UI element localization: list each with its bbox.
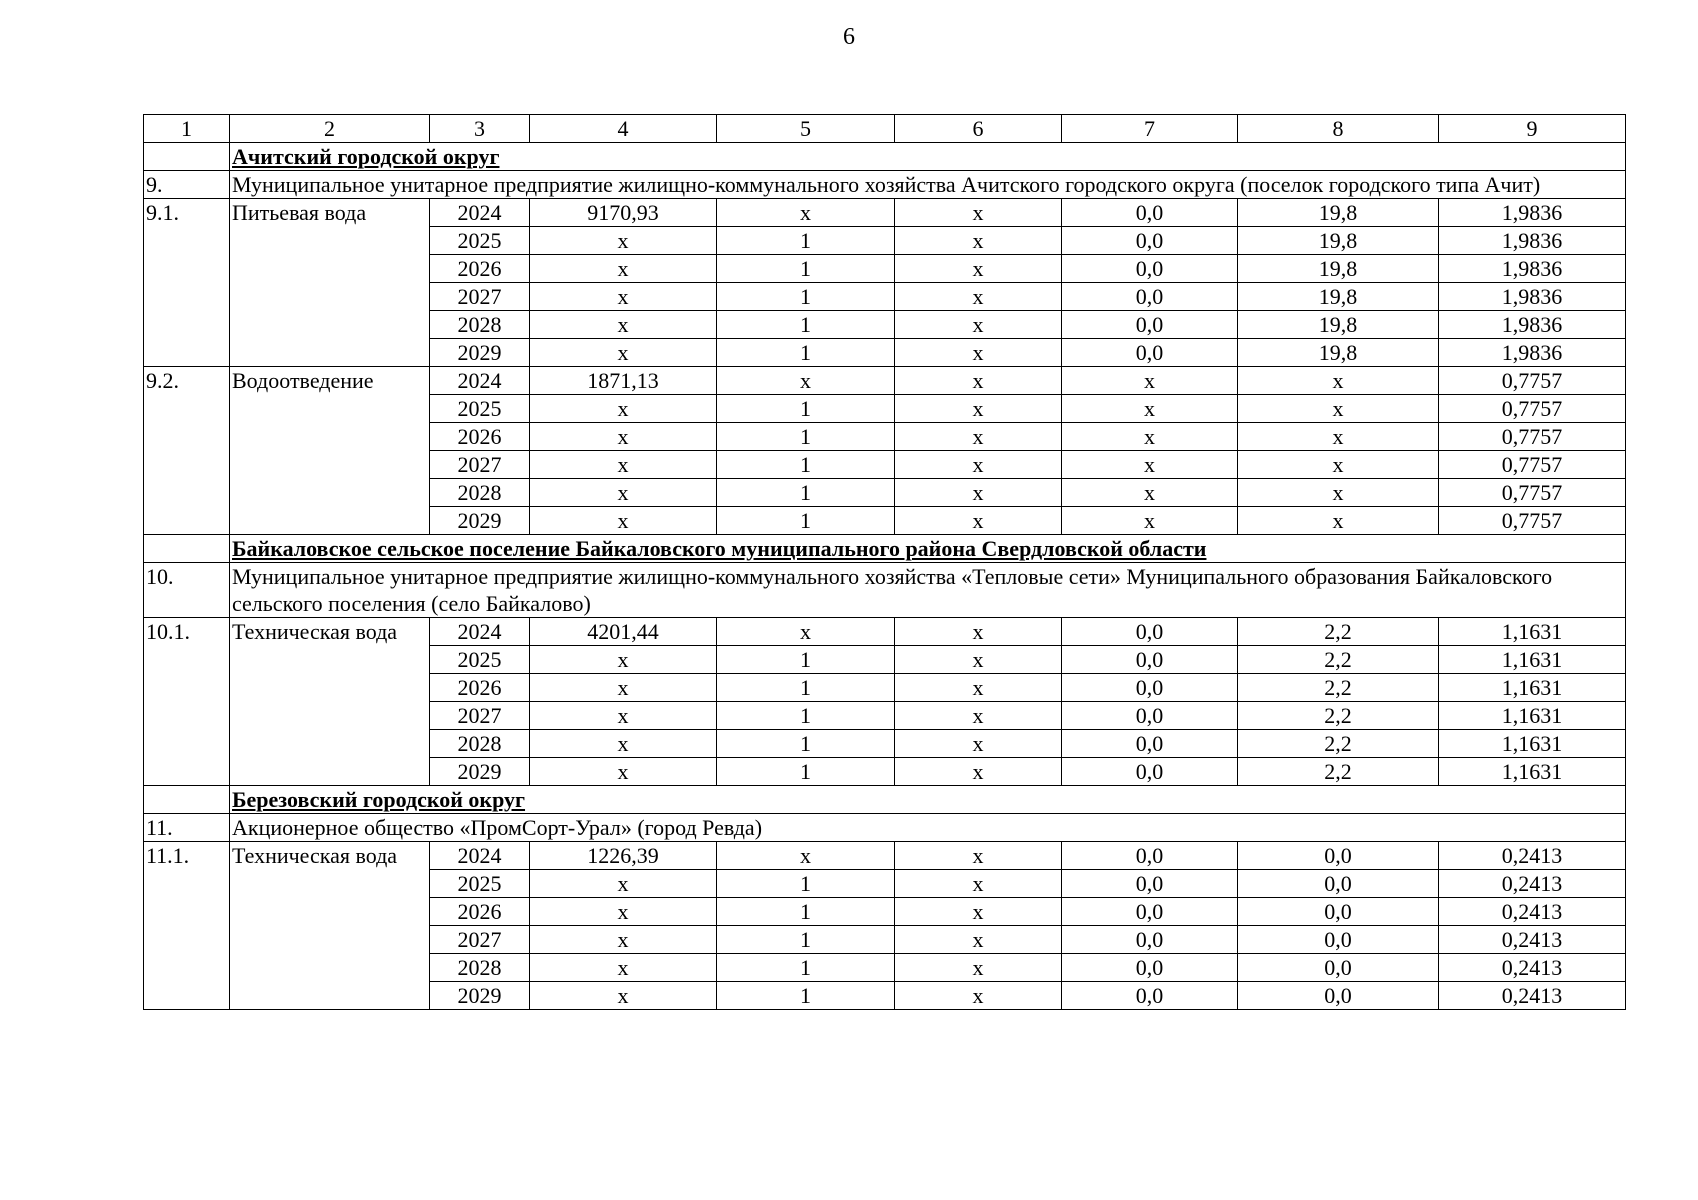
value-cell: 0,7757: [1439, 507, 1626, 535]
value-cell: 0,0: [1062, 311, 1238, 339]
year-cell: 2029: [430, 339, 530, 367]
value-cell: 0,0: [1062, 227, 1238, 255]
value-cell: х: [530, 283, 717, 311]
value-cell: 19,8: [1238, 255, 1439, 283]
value-cell: 2,2: [1238, 646, 1439, 674]
value-cell: х: [1062, 507, 1238, 535]
value-cell: 0,0: [1062, 702, 1238, 730]
value-cell: х: [717, 842, 895, 870]
year-cell: 2028: [430, 730, 530, 758]
value-cell: 2,2: [1238, 702, 1439, 730]
value-cell: х: [895, 982, 1062, 1010]
year-cell: 2027: [430, 451, 530, 479]
value-cell: 1: [717, 507, 895, 535]
value-cell: х: [1238, 367, 1439, 395]
value-cell: х: [1062, 395, 1238, 423]
value-cell: х: [717, 199, 895, 227]
header-cell: 7: [1062, 115, 1238, 143]
header-cell: 9: [1439, 115, 1626, 143]
value-cell: х: [530, 507, 717, 535]
value-cell: х: [895, 311, 1062, 339]
value-cell: 1: [717, 982, 895, 1010]
header-cell: 5: [717, 115, 895, 143]
item-number: 9.1.: [144, 199, 230, 367]
header-cell: 2: [230, 115, 430, 143]
value-cell: 1: [717, 451, 895, 479]
value-cell: 1,9836: [1439, 311, 1626, 339]
value-cell: х: [530, 758, 717, 786]
year-cell: 2025: [430, 395, 530, 423]
value-cell: х: [895, 674, 1062, 702]
organization-name: Муниципальное унитарное предприятие жилищно-коммунального хозяйства «Тепловые сети» Муниципального образования Байкаловского сельского поселения (село Байкалово): [230, 563, 1626, 618]
value-cell: 0,0: [1062, 730, 1238, 758]
value-cell: 0,0: [1238, 842, 1439, 870]
item-name: Техническая вода: [230, 618, 430, 786]
value-cell: 0,2413: [1439, 954, 1626, 982]
section-title-cell: [230, 535, 1626, 563]
year-cell: 2024: [430, 367, 530, 395]
value-cell: х: [895, 423, 1062, 451]
value-cell: х: [530, 674, 717, 702]
value-cell: 0,2413: [1439, 926, 1626, 954]
value-cell: 0,7757: [1439, 423, 1626, 451]
value-cell: 19,8: [1238, 199, 1439, 227]
value-cell: 1: [717, 479, 895, 507]
value-cell: х: [530, 730, 717, 758]
organization-name: Муниципальное унитарное предприятие жилищно-коммунального хозяйства Ачитского городского округа (поселок городского типа Ачит): [230, 171, 1626, 199]
value-cell: 1: [717, 423, 895, 451]
section-title: Байкаловское сельское поселение Байкаловского муниципального района Свердловской области: [232, 536, 1207, 561]
value-cell: х: [530, 423, 717, 451]
value-cell: 1: [717, 870, 895, 898]
tariff-table: [143, 114, 1626, 1010]
value-cell: 19,8: [1238, 283, 1439, 311]
value-cell: 0,0: [1062, 618, 1238, 646]
year-cell: 2027: [430, 926, 530, 954]
value-cell: 0,0: [1062, 982, 1238, 1010]
year-cell: 2029: [430, 982, 530, 1010]
value-cell: 0,7757: [1439, 451, 1626, 479]
value-cell: х: [895, 702, 1062, 730]
year-cell: 2024: [430, 199, 530, 227]
item-number: 11.1.: [144, 842, 230, 1010]
header-cell: 4: [530, 115, 717, 143]
value-cell: 1226,39: [530, 842, 717, 870]
value-cell: 0,0: [1238, 898, 1439, 926]
value-cell: х: [530, 479, 717, 507]
value-cell: 0,2413: [1439, 870, 1626, 898]
value-cell: 1: [717, 898, 895, 926]
value-cell: х: [530, 395, 717, 423]
value-cell: х: [895, 199, 1062, 227]
value-cell: х: [530, 227, 717, 255]
year-cell: 2028: [430, 479, 530, 507]
section-number-cell: [144, 535, 230, 563]
value-cell: х: [895, 730, 1062, 758]
value-cell: 0,0: [1238, 954, 1439, 982]
value-cell: 19,8: [1238, 227, 1439, 255]
value-cell: х: [717, 367, 895, 395]
value-cell: 1,9836: [1439, 283, 1626, 311]
value-cell: 0,0: [1062, 898, 1238, 926]
item-name: Питьевая вода: [230, 199, 430, 367]
year-cell: 2024: [430, 618, 530, 646]
organization-name: Акционерное общество «ПромСорт-Урал» (город Ревда): [230, 814, 1626, 842]
value-cell: 19,8: [1238, 339, 1439, 367]
section-title-row: [144, 535, 1626, 563]
value-cell: х: [530, 702, 717, 730]
value-cell: 1,9836: [1439, 255, 1626, 283]
value-cell: х: [717, 618, 895, 646]
value-cell: 2,2: [1238, 758, 1439, 786]
value-cell: 0,0: [1062, 954, 1238, 982]
year-cell: 2025: [430, 227, 530, 255]
value-cell: х: [530, 926, 717, 954]
section-title: Ачитский городской округ: [232, 144, 500, 169]
value-cell: 19,8: [1238, 311, 1439, 339]
value-cell: 0,0: [1062, 283, 1238, 311]
value-cell: х: [530, 982, 717, 1010]
value-cell: 0,0: [1238, 982, 1439, 1010]
year-cell: 2029: [430, 758, 530, 786]
value-cell: 1: [717, 311, 895, 339]
value-cell: х: [1238, 395, 1439, 423]
section-title-row: [144, 143, 1626, 171]
value-cell: 1: [717, 758, 895, 786]
value-cell: 2,2: [1238, 730, 1439, 758]
value-cell: х: [530, 451, 717, 479]
value-cell: х: [1062, 451, 1238, 479]
header-cell: 6: [895, 115, 1062, 143]
table-row: [144, 842, 1626, 870]
value-cell: 1: [717, 954, 895, 982]
value-cell: х: [530, 870, 717, 898]
table-row: [144, 199, 1626, 227]
section-title-cell: [230, 786, 1626, 814]
section-title-row: [144, 786, 1626, 814]
value-cell: 1: [717, 730, 895, 758]
value-cell: 1871,13: [530, 367, 717, 395]
value-cell: 1,1631: [1439, 730, 1626, 758]
value-cell: 0,0: [1238, 870, 1439, 898]
table-row: [144, 618, 1626, 646]
year-cell: 2026: [430, 255, 530, 283]
value-cell: х: [895, 339, 1062, 367]
value-cell: 1,9836: [1439, 199, 1626, 227]
value-cell: х: [895, 618, 1062, 646]
value-cell: 0,2413: [1439, 982, 1626, 1010]
value-cell: 1: [717, 926, 895, 954]
value-cell: х: [1062, 367, 1238, 395]
value-cell: х: [895, 758, 1062, 786]
value-cell: 1,1631: [1439, 674, 1626, 702]
year-cell: 2027: [430, 283, 530, 311]
section-number-cell: [144, 786, 230, 814]
value-cell: х: [530, 339, 717, 367]
value-cell: х: [895, 926, 1062, 954]
organization-number: 11.: [144, 814, 230, 842]
value-cell: 1,1631: [1439, 646, 1626, 674]
year-cell: 2027: [430, 702, 530, 730]
value-cell: 2,2: [1238, 618, 1439, 646]
value-cell: 0,0: [1062, 199, 1238, 227]
value-cell: 0,0: [1238, 926, 1439, 954]
value-cell: х: [530, 954, 717, 982]
value-cell: х: [530, 898, 717, 926]
table-body: [144, 115, 1626, 1010]
value-cell: х: [530, 646, 717, 674]
value-cell: 0,2413: [1439, 842, 1626, 870]
value-cell: 4201,44: [530, 618, 717, 646]
value-cell: 1: [717, 702, 895, 730]
organization-row: [144, 814, 1626, 842]
value-cell: х: [895, 842, 1062, 870]
year-cell: 2024: [430, 842, 530, 870]
year-cell: 2029: [430, 507, 530, 535]
value-cell: х: [1238, 479, 1439, 507]
value-cell: 0,0: [1062, 870, 1238, 898]
value-cell: х: [895, 870, 1062, 898]
value-cell: 0,0: [1062, 674, 1238, 702]
organization-number: 10.: [144, 563, 230, 618]
header-row: [144, 115, 1626, 143]
value-cell: х: [895, 507, 1062, 535]
header-cell: 3: [430, 115, 530, 143]
value-cell: 0,7757: [1439, 395, 1626, 423]
value-cell: 1: [717, 255, 895, 283]
value-cell: 0,0: [1062, 758, 1238, 786]
section-title-cell: [230, 143, 1626, 171]
organization-row: [144, 563, 1626, 618]
value-cell: х: [895, 898, 1062, 926]
value-cell: 0,0: [1062, 842, 1238, 870]
year-cell: 2028: [430, 311, 530, 339]
value-cell: х: [895, 954, 1062, 982]
year-cell: 2025: [430, 870, 530, 898]
value-cell: 0,0: [1062, 255, 1238, 283]
header-cell: 8: [1238, 115, 1439, 143]
value-cell: 1,1631: [1439, 758, 1626, 786]
value-cell: 1,1631: [1439, 618, 1626, 646]
value-cell: 0,0: [1062, 339, 1238, 367]
value-cell: х: [895, 479, 1062, 507]
year-cell: 2026: [430, 898, 530, 926]
year-cell: 2026: [430, 674, 530, 702]
value-cell: 1,9836: [1439, 339, 1626, 367]
value-cell: 0,0: [1062, 926, 1238, 954]
value-cell: 1,9836: [1439, 227, 1626, 255]
value-cell: х: [1238, 423, 1439, 451]
value-cell: 1: [717, 283, 895, 311]
value-cell: х: [895, 255, 1062, 283]
value-cell: х: [895, 283, 1062, 311]
year-cell: 2026: [430, 423, 530, 451]
value-cell: 0,7757: [1439, 367, 1626, 395]
item-name: Техническая вода: [230, 842, 430, 1010]
item-name: Водоотведение: [230, 367, 430, 535]
item-number: 10.1.: [144, 618, 230, 786]
value-cell: 9170,93: [530, 199, 717, 227]
value-cell: 0,0: [1062, 646, 1238, 674]
value-cell: х: [1062, 423, 1238, 451]
value-cell: 0,2413: [1439, 898, 1626, 926]
organization-row: [144, 171, 1626, 199]
value-cell: 2,2: [1238, 674, 1439, 702]
year-cell: 2028: [430, 954, 530, 982]
value-cell: х: [895, 367, 1062, 395]
organization-number: 9.: [144, 171, 230, 199]
value-cell: х: [1238, 451, 1439, 479]
value-cell: х: [1238, 507, 1439, 535]
value-cell: 1: [717, 339, 895, 367]
value-cell: х: [895, 227, 1062, 255]
value-cell: 1: [717, 674, 895, 702]
section-title: Березовский городской округ: [232, 787, 526, 812]
value-cell: х: [895, 646, 1062, 674]
value-cell: 1: [717, 395, 895, 423]
year-cell: 2025: [430, 646, 530, 674]
header-cell: 1: [144, 115, 230, 143]
section-number-cell: [144, 143, 230, 171]
value-cell: 1: [717, 227, 895, 255]
value-cell: х: [530, 311, 717, 339]
value-cell: 1,1631: [1439, 702, 1626, 730]
item-number: 9.2.: [144, 367, 230, 535]
value-cell: х: [1062, 479, 1238, 507]
page-number: 6: [843, 24, 855, 50]
value-cell: 1: [717, 646, 895, 674]
value-cell: 0,7757: [1439, 479, 1626, 507]
value-cell: х: [895, 395, 1062, 423]
table-row: [144, 367, 1626, 395]
value-cell: х: [895, 451, 1062, 479]
value-cell: х: [530, 255, 717, 283]
